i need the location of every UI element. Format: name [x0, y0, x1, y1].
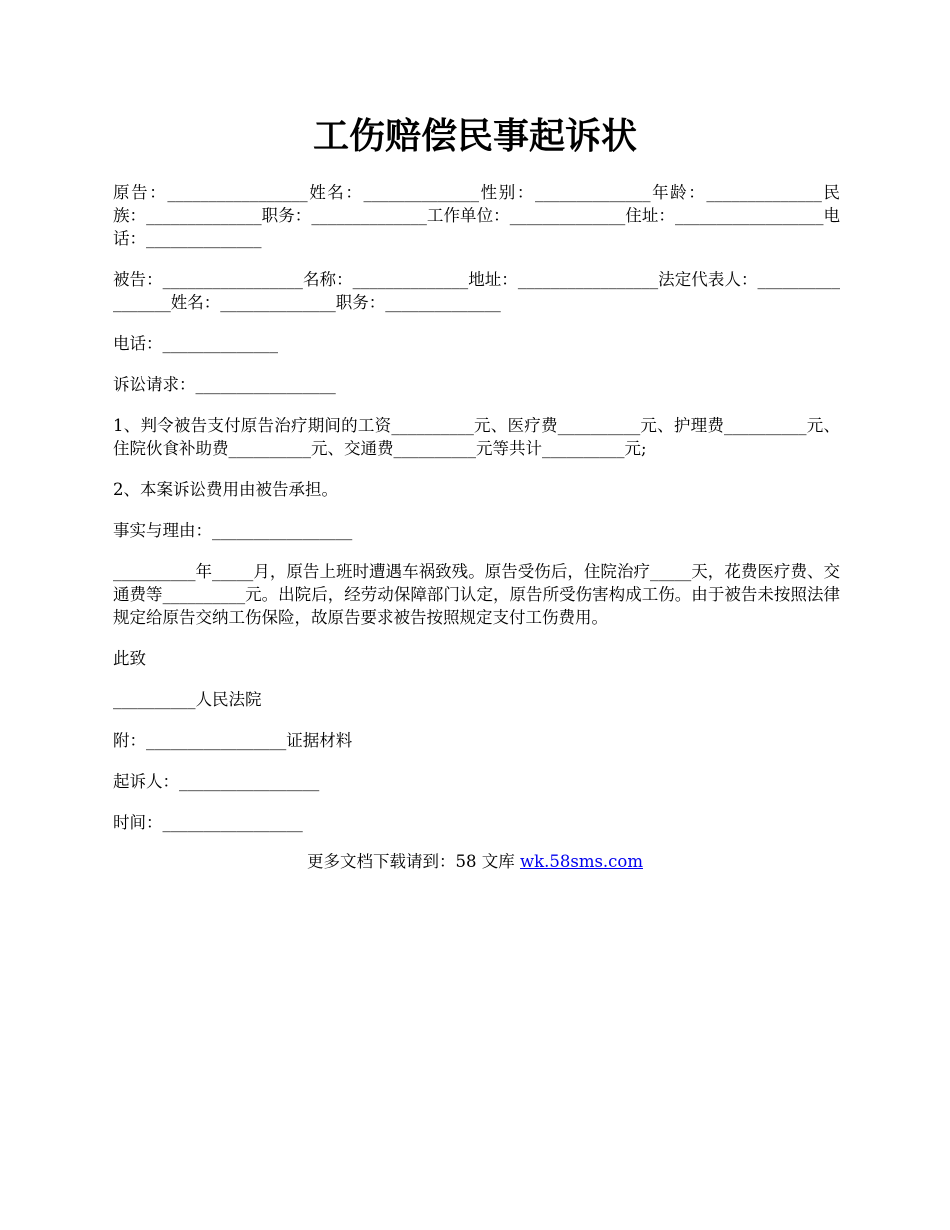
document-title: 工伤赔偿民事起诉状 — [312, 115, 637, 157]
defendant-phone: 电话：______________ — [113, 334, 278, 353]
facts-body: __________年_____月，原告上班时遭遇车祸致残。原告受伤后，住院治疗_____天，花费医疗费、交通费等__________元。出院后，经劳动保障部门认定，原告所受伤害构成工伤。由于被告未按照法律规定给原告交纳工伤保险，故原告要求被告按照规定支付工伤费用。 — [113, 562, 840, 627]
claims-heading: 诉讼请求：_________________ — [113, 375, 336, 394]
plaintiff-info: 原告：_________________姓名：______________性别：______________年龄：______________民族：______________职务：______________工作单位：______________住址：__________________电话：______________ — [113, 183, 840, 248]
court-name: __________人民法院 — [113, 690, 262, 709]
claim-item-1: 1、判令被告支付原告治疗期间的工资__________元、医疗费__________元、护理费__________元、住院伙食补助费__________元、交通费__________元等共计__________元; — [113, 416, 840, 458]
attachment-line: 附：_________________证据材料 — [113, 731, 353, 750]
document-body — [113, 181, 840, 852]
plaintiff-signature: 起诉人：_________________ — [113, 772, 320, 791]
salutation: 此致 — [113, 649, 146, 668]
footer — [0, 850, 950, 873]
facts-heading: 事实与理由：_________________ — [113, 521, 353, 540]
claim-item-2: 2、本案诉讼费用由被告承担。 — [113, 480, 338, 499]
date-line: 时间：_________________ — [113, 813, 303, 832]
footer-text: 更多文档下载请到：58 文库 — [306, 852, 520, 871]
defendant-info: 被告：_________________名称：______________地址：_________________法定代表人：_________________姓名：______________职务：______________ — [113, 270, 840, 312]
footer-link[interactable]: wk.58sms.com — [519, 852, 643, 871]
